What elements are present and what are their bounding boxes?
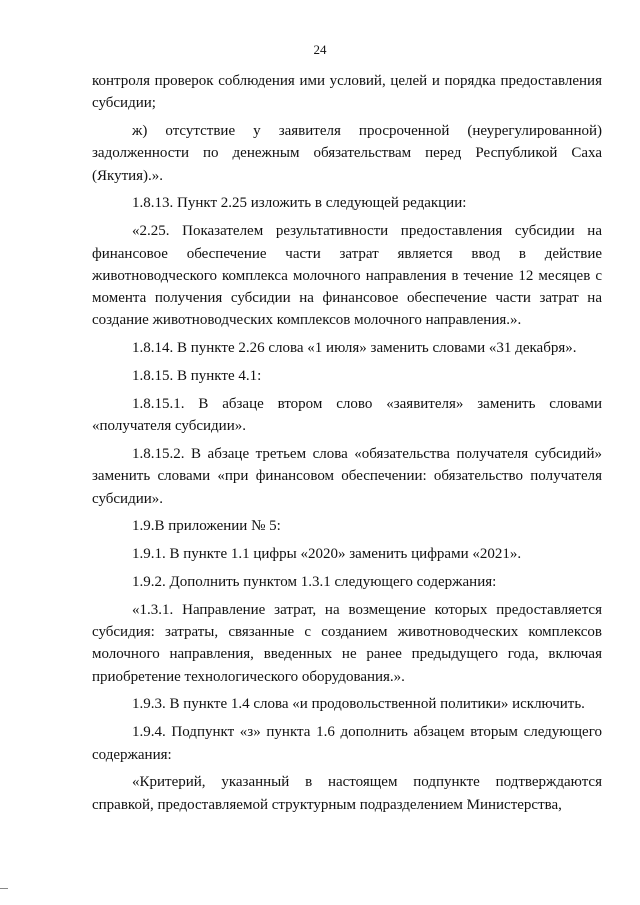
paragraph-continuation: контроля проверок соблюдения ими условий, целей и порядка предоставления субсидии; (92, 73, 602, 112)
paragraph-1-8-15-1: 1.8.15.1. В абзаце втором слово «заявителя» заменить словами «получателя субсидии». (92, 395, 602, 435)
paragraph-1-9-2: 1.9.2. Дополнить пунктом 1.3.1 следующего содержания: (132, 573, 497, 590)
paragraph-1-8-13: 1.8.13. Пункт 2.25 изложить в следующей редакции: (132, 195, 467, 212)
page-number: 24 (313, 42, 327, 57)
paragraph-1-9-3: 1.9.3. В пункте 1.4 слова «и продовольственной политики» исключить. (132, 696, 585, 713)
paragraph-1-3-1-quote: «1.3.1. Направление затрат, на возмещение которых предоставляется субсидия: затраты, связанные с созданием животноводческих комплексов молочного направления, введенных не ранее предыдущего года, включая приобретение технологического оборудования.». (92, 601, 602, 685)
paragraph-1-8-15-2: 1.8.15.2. В абзаце третьем слова «обязательства получателя субсидий» заменить словами «при финансовом обеспечении: обязательство получателя субсидии». (92, 445, 602, 507)
document-body (92, 70, 602, 821)
paragraph-1-8-14: 1.8.14. В пункте 2.26 слова «1 июля» заменить словами «31 декабря». (132, 340, 577, 357)
paragraph-2-25-quote: «2.25. Показателем результативности предоставления субсидии на финансовое обеспечение части затрат является ввод в действие животноводческого комплекса молочного направления в течение 12 месяцев с момента получения субсидии на финансовое обеспечение части затрат на создание животноводческих комплексов молочного направления.». (92, 223, 602, 329)
paragraph-item-zh: ж) отсутствие у заявителя просроченной (неурегулированной) задолженности по денежным обязательствам перед Республикой Саха (Якутия).». (92, 123, 602, 184)
paragraph-1-9: 1.9.В приложении № 5: (132, 518, 281, 535)
paragraph-1-9-4: 1.9.4. Подпункт «з» пункта 1.6 дополнить абзацем вторым следующего содержания: (92, 724, 602, 763)
scan-edge-mark (0, 888, 8, 889)
paragraph-criterion-quote: «Критерий, указанный в настоящем подпункте подтверждаются справкой, предоставляемой структурным подразделением Министерства, (92, 774, 602, 813)
paragraph-1-9-1: 1.9.1. В пункте 1.1 цифры «2020» заменить цифрами «2021». (132, 546, 522, 563)
paragraph-1-8-15: 1.8.15. В пункте 4.1: (132, 368, 262, 385)
